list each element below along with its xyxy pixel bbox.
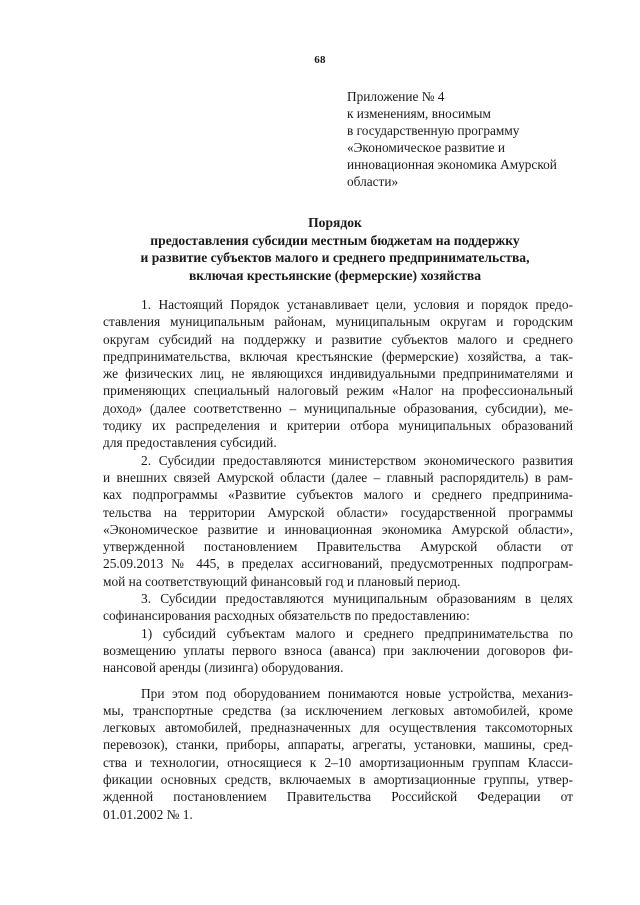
paragraph-3: [103, 590, 573, 625]
text-line: жденной постановлением Правительства Российской Федерации от: [103, 789, 573, 805]
appendix-line: Приложение № 4: [347, 89, 445, 104]
text-line: 01.01.2002 № 1.: [103, 806, 193, 822]
text-line: мой на соответствующий финансовый год и плановый период.: [103, 573, 461, 589]
text-line: и внешних связей Амурской области (далее – главный распорядитель) в рам-: [103, 469, 573, 485]
title-line: и развитие субъектов малого и среднего предпринимательства,: [140, 250, 530, 265]
document-title: [100, 214, 570, 284]
text-line: применяющих специальный налоговый режим «Налог на профессиональный: [103, 383, 573, 399]
appendix-line: области»: [347, 174, 399, 189]
text-line: «Экономическое развитие и инновационная экономика Амурской области»,: [103, 521, 573, 537]
text-line: легковых автомобилей, предназначенных для осуществления таксомоторных: [103, 720, 573, 736]
text-line: софинансирования расходных обязательств по предоставлению:: [103, 608, 470, 624]
document-body: [103, 296, 573, 823]
appendix-header: [347, 88, 597, 190]
text-line: 25.09.2013 № 445, в пределах ассигнований, предусмотренных подпрограм-: [103, 556, 573, 572]
text-line: При этом под оборудованием понимаются новые устройства, механиз-: [141, 685, 573, 701]
text-line: 2. Субсидии предоставляются министерством экономического развития: [141, 452, 573, 468]
text-line: перевозок), станки, приборы, аппараты, агрегаты, установки, машины, сред-: [103, 737, 573, 753]
text-line: нансовой аренды (лизинга) оборудования.: [103, 660, 344, 676]
text-line: 1. Настоящий Порядок устанавливает цели, условия и порядок предо-: [141, 297, 573, 312]
text-line: округам субсидий на поддержку и развитие субъектов малого и среднего: [103, 331, 573, 347]
paragraph-4: [103, 625, 573, 677]
text-line: возмещению уплаты первого взноса (аванса) при заключении договоров фи-: [103, 642, 573, 658]
appendix-line: к изменениям, вносимым: [347, 106, 491, 121]
text-line: тельства на территории Амурской области» государственной программы: [103, 504, 573, 520]
text-line: доход» (далее соответственно – муниципальные образования, субсидии), ме-: [103, 400, 573, 416]
text-line: ставления муниципальным районам, муниципальным округам и городским: [103, 314, 573, 330]
text-line: мы, транспортные средства (за исключением легковых автомобилей, кроме: [103, 702, 573, 718]
paragraph-1: [103, 296, 573, 452]
text-line: ства и технологии, относящиеся к 2–10 амортизационным группам Класси-: [103, 754, 573, 770]
text-line: для предоставления субсидий.: [103, 435, 277, 451]
title-line: Порядок: [308, 215, 362, 230]
appendix-line: инновационная экономика Амурской: [347, 157, 557, 172]
paragraph-5: [103, 685, 573, 823]
text-line: 3. Субсидии предоставляются муниципальным образованиям в целях: [141, 591, 573, 607]
text-line: же физических лиц, не являющихся индивидуальными предпринимателями и: [103, 366, 573, 382]
appendix-line: «Экономическое развитие и: [347, 140, 506, 155]
text-line: фикации основных средств, включаемых в амортизационные группы, утвер-: [103, 772, 573, 788]
title-line: включая крестьянские (фермерские) хозяйства: [188, 267, 482, 283]
paragraph-2: [103, 452, 573, 590]
text-line: ках подпрограммы «Развитие субъектов малого и среднего предпринима-: [103, 487, 573, 503]
title-line: предоставления субсидии местным бюджетам на поддержку: [150, 232, 520, 248]
text-line: тодику их распределения и критерии отбора муниципальных образований: [103, 418, 573, 434]
text-line: 1) субсидий субъектам малого и среднего предпринимательства по: [141, 625, 573, 641]
appendix-line: в государственную программу: [347, 123, 520, 138]
page-number: 68: [314, 54, 326, 66]
text-line: предпринимательства, включая крестьянские (фермерские) хозяйства, а так-: [103, 348, 573, 364]
text-line: утвержденной постановлением Правительства Амурской области от: [103, 539, 573, 555]
